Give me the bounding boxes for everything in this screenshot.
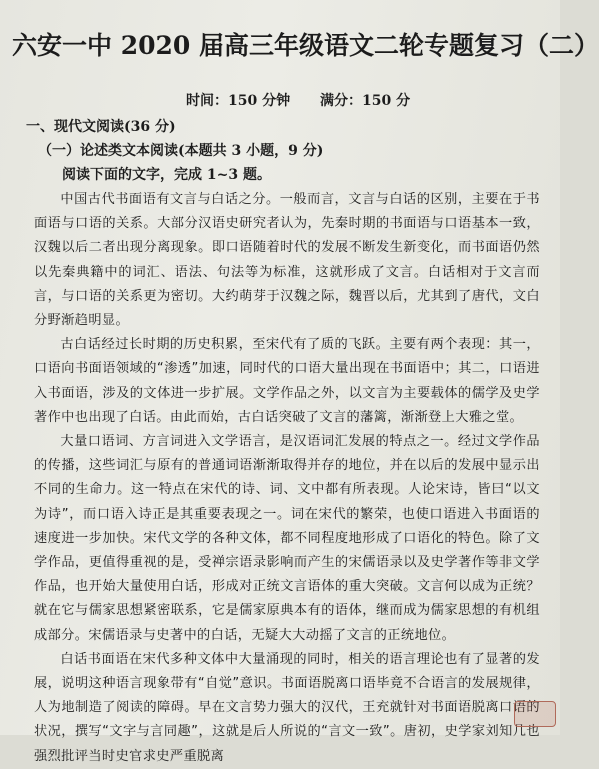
paragraph-1: 中国古代书面语有文言与白话之分。一般而言，文言与白话的区别，主要在于书面语与口语的关系。大部分汉语史研究者认为，先秦时期的书面语与口语基本一致，汉魏以后二者出现分离现象。即口语随着时代的发展不断发生新变化，而书面语仍然以先秦典籍中的词汇、语法、句法等为标准，这就形成了文言。白话相对于文言而言，与口语的关系更为密切。大约萌芽于汉魏之际，魏晋以后，尤其到了唐代，文白分野渐趋明显。 (34, 192, 540, 329)
paragraph-4: 白话书面语在宋代多种文体中大量涌现的同时，相关的语言理论也有了显著的发展，说明这种语言现象带有“自觉”意识。书面语脱离口语毕竟不合语言的发展规律，人为地制造了阅读的障碍。早在文言势力强大的汉代，王充就针对书面语脱离口语的状况，撰写“文字与言同趣”，这就是后人所说的“言文一致”。唐初，史学家刘知几也强烈批评当时史官求史严重脱离 (34, 651, 540, 764)
page-title: 六安一中 2020 届高三年级语文二轮专题复习（二） (12, 31, 599, 60)
exam-time: 时间：150 分钟 (186, 93, 291, 109)
paragraph-2: 古白话经过长时期的历史积累，至宋代有了质的飞跃。主要有两个表现：其一，口语向书面语领域的“渗透”加速，同时代的口语大量出现在书面语中；其二，口语进入书面语，涉及的文体进一步扩展。文学作品之外，以文言为主要载体的儒学及史学著作中也出现了白话。由此而始，古白话突破了文言的藩篱，渐渐登上大雅之堂。 (34, 337, 540, 425)
paragraph-3: 大量口语词、方言词进入文学语言，是汉语词汇发展的特点之一。经过文学作品的传播，这些词汇与原有的普通词语渐渐取得并存的地位，并在以后的发展中显示出不同的生命力。这一特点在宋代的诗、词、文中都有所表现。人论宋诗，皆曰“以文为诗”，而口语入诗正是其重要表现之一。词在宋代的繁荣，也使口语进入书面语的速度进一步加快。宋代文学的各种文体，都不同程度地形成了口语化的特色。除了文学作品，更值得重视的是，受禅宗语录影响而产生的宋儒语录以及史学著作等非文学作品，也开始大量使用白话，形成对正统文言语体的重大突破。文言何以成为正统？就在它与儒家思想紧密联系，它是儒家原典本有的语体，继而成为儒家思想的有机组成部分。宋儒语录与史著中的白话，无疑大大动摇了文言的正统地位。 (34, 434, 540, 643)
reading-instruction: 阅读下面的文字，完成 1~3 题。 (62, 167, 271, 183)
watermark-stamp (514, 701, 556, 727)
exam-score: 满分：150 分 (320, 93, 411, 109)
section-heading: 一、现代文阅读(36 分) (26, 119, 176, 135)
passage-text (34, 188, 540, 769)
subsection-heading: （一）论述类文本阅读(本题共 3 小题，9 分) (38, 143, 324, 159)
